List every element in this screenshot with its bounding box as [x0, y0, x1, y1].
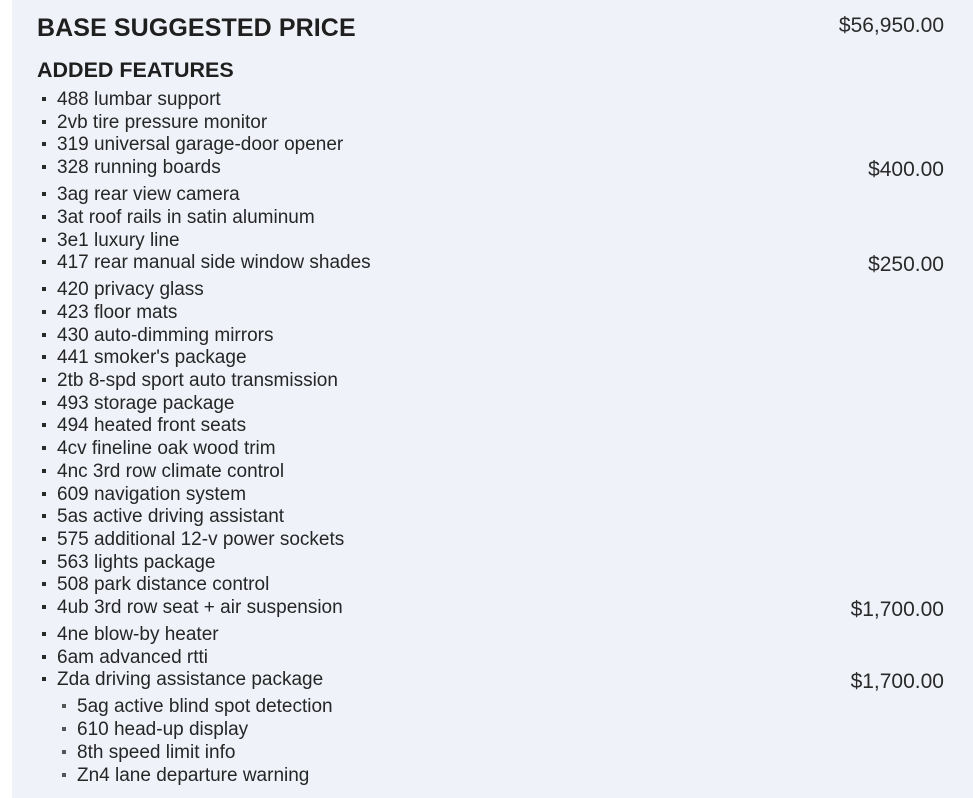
- sub-feature-label: 5ag active blind spot detection: [77, 696, 333, 718]
- base-price-title: BASE SUGGESTED PRICE: [37, 14, 356, 42]
- sub-feature-label: Zn4 lane departure warning: [77, 764, 310, 786]
- feature-label: 3ag rear view camera: [57, 184, 240, 206]
- square-bullet-icon: [62, 773, 66, 777]
- square-bullet-icon: [42, 260, 46, 264]
- feature-price: $400.00: [868, 158, 944, 182]
- feature-label: 4ne blow-by heater: [57, 624, 219, 646]
- sub-feature-label: 8th speed limit info: [77, 741, 236, 763]
- square-bullet-icon: [42, 120, 46, 124]
- feature-item: [42, 597, 944, 624]
- square-bullet-icon: [62, 704, 66, 708]
- feature-item: [42, 506, 944, 529]
- feature-item: [42, 325, 944, 348]
- feature-label: 508 park distance control: [57, 574, 270, 596]
- feature-item: [42, 89, 944, 112]
- feature-price: $250.00: [868, 253, 944, 277]
- feature-item: [42, 112, 944, 135]
- feature-item: [42, 252, 944, 279]
- square-bullet-icon: [42, 355, 46, 359]
- feature-item: [42, 279, 944, 302]
- feature-item: [42, 438, 944, 461]
- feature-item: [42, 157, 944, 184]
- feature-label: 3at roof rails in satin aluminum: [57, 206, 315, 228]
- feature-label: 3e1 luxury line: [57, 229, 180, 251]
- square-bullet-icon: [42, 469, 46, 473]
- feature-label: 4nc 3rd row climate control: [57, 460, 285, 482]
- feature-item: [42, 529, 944, 552]
- square-bullet-icon: [42, 560, 46, 564]
- feature-label: 319 universal garage-door opener: [57, 134, 344, 156]
- square-bullet-icon: [42, 310, 46, 314]
- feature-item: [42, 184, 944, 207]
- feature-item: [42, 347, 944, 370]
- added-features-title: ADDED FEATURES: [37, 58, 234, 82]
- square-bullet-icon: [62, 727, 66, 731]
- square-bullet-icon: [42, 192, 46, 196]
- square-bullet-icon: [42, 423, 46, 427]
- square-bullet-icon: [42, 446, 46, 450]
- sub-feature-item: [42, 696, 944, 719]
- sub-feature-item: [42, 719, 944, 742]
- feature-label: 563 lights package: [57, 551, 216, 573]
- square-bullet-icon: [42, 632, 46, 636]
- square-bullet-icon: [42, 605, 46, 609]
- added-features-list: [42, 89, 944, 787]
- square-bullet-icon: [42, 514, 46, 518]
- square-bullet-icon: [42, 238, 46, 242]
- square-bullet-icon: [42, 165, 46, 169]
- feature-label: 609 navigation system: [57, 483, 247, 505]
- base-price-row: [37, 12, 944, 44]
- feature-price: $1,700.00: [850, 670, 944, 694]
- feature-label: 6am advanced rtti: [57, 646, 209, 668]
- square-bullet-icon: [42, 401, 46, 405]
- feature-label: 420 privacy glass: [57, 279, 204, 301]
- feature-label: Zda driving assistance package: [57, 669, 324, 691]
- feature-item: [42, 415, 944, 438]
- feature-label: 423 floor mats: [57, 301, 178, 323]
- feature-label: 4cv fineline oak wood trim: [57, 438, 276, 460]
- sub-feature-item: [42, 742, 944, 765]
- feature-label: 2tb 8-spd sport auto transmission: [57, 370, 338, 392]
- feature-label: 328 running boards: [57, 157, 221, 179]
- square-bullet-icon: [42, 537, 46, 541]
- feature-label: 430 auto-dimming mirrors: [57, 324, 274, 346]
- feature-item: [42, 230, 944, 253]
- square-bullet-icon: [42, 287, 46, 291]
- feature-label: 493 storage package: [57, 392, 235, 414]
- feature-item: [42, 552, 944, 575]
- feature-item: [42, 647, 944, 670]
- feature-label: 488 lumbar support: [57, 89, 221, 110]
- square-bullet-icon: [42, 215, 46, 219]
- square-bullet-icon: [42, 492, 46, 496]
- feature-item: [42, 302, 944, 325]
- feature-item: [42, 669, 944, 696]
- square-bullet-icon: [42, 378, 46, 382]
- square-bullet-icon: [42, 582, 46, 586]
- feature-item: [42, 393, 944, 416]
- feature-label: 575 additional 12-v power sockets: [57, 528, 345, 550]
- feature-item: [42, 461, 944, 484]
- sub-feature-label: 610 head-up display: [77, 719, 249, 741]
- feature-label: 4ub 3rd row seat + air suspension: [57, 597, 343, 619]
- feature-item: [42, 624, 944, 647]
- feature-price: $1,700.00: [850, 598, 944, 622]
- price-sheet: [12, 0, 973, 798]
- feature-label: 417 rear manual side window shades: [57, 252, 371, 274]
- square-bullet-icon: [42, 142, 46, 146]
- feature-item: [42, 134, 944, 157]
- feature-item: [42, 370, 944, 393]
- feature-label: 5as active driving assistant: [57, 506, 285, 528]
- square-bullet-icon: [42, 677, 46, 681]
- feature-label: 441 smoker's package: [57, 347, 247, 369]
- sub-feature-item: [42, 765, 944, 788]
- square-bullet-icon: [42, 655, 46, 659]
- base-price-value: $56,950.00: [838, 14, 944, 37]
- square-bullet-icon: [42, 97, 46, 101]
- feature-item: [42, 574, 944, 597]
- square-bullet-icon: [42, 333, 46, 337]
- feature-item: [42, 484, 944, 507]
- feature-label: 494 heated front seats: [57, 415, 247, 437]
- feature-item: [42, 207, 944, 230]
- square-bullet-icon: [62, 750, 66, 754]
- feature-label: 2vb tire pressure monitor: [57, 111, 268, 133]
